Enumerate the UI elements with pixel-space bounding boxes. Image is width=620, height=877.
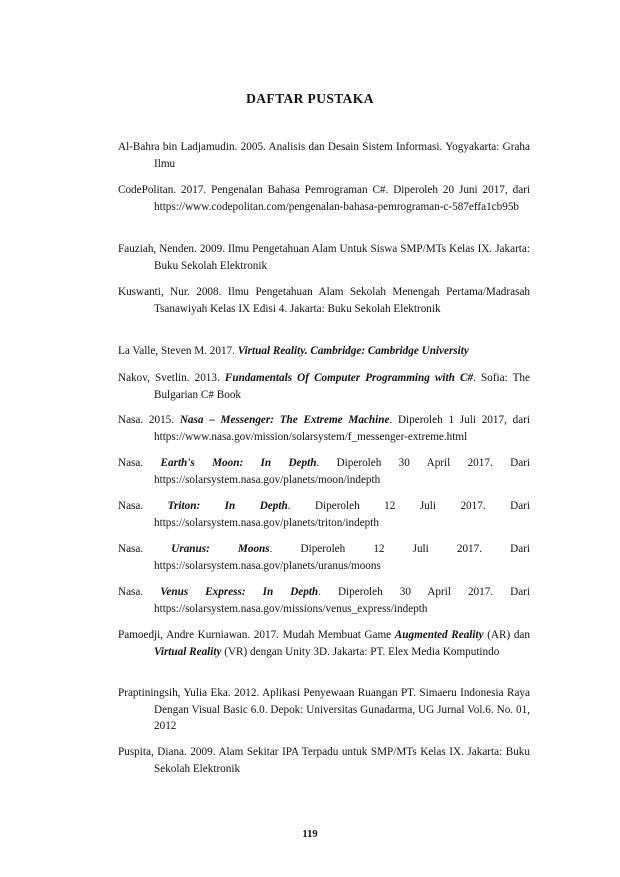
reference-text: Kuswanti, Nur. 2008. Ilmu Pengetahuan Alam Sekolah Menengah Pertama/Madrasah Tsanawiyah Kelas IX Edisi 4. Jakarta: Buku Sekolah Elektronik xyxy=(118,286,530,315)
reference-entry xyxy=(118,412,530,445)
reference-text: . Diperoleh 12 Juli 2017. Dari https://solarsystem.nasa.gov/planets/uranus/moons xyxy=(154,543,531,572)
reference-text: Al-Bahra bin Ladjamudin. 2005. Analisis dan Desain Sistem Informasi. Yogyakarta: Graha Ilmu xyxy=(118,141,530,170)
reference-entry xyxy=(118,541,530,574)
reference-text: Pamoedji, Andre Kurniawan. 2017. Mudah Membuat Game xyxy=(118,629,395,641)
reference-entry xyxy=(118,139,530,172)
reference-entry xyxy=(118,627,530,660)
reference-entry xyxy=(118,370,530,403)
reference-text: . Diperoleh 30 April 2017. Dari https://solarsystem.nasa.gov/planets/moon/indepth xyxy=(154,457,530,486)
reference-text: Nasa. 2015. xyxy=(118,414,180,426)
reference-entry xyxy=(118,284,530,317)
reference-text: . Sofia: The Bulgarian C# Book xyxy=(154,372,530,401)
reference-text: CodePolitan. 2017. Pengenalan Bahasa Pemrograman C#. Diperoleh 20 Juni 2017, dari https://www.codepolitan.com/pengenalan-bahasa-pemrograman-c-587effa1cb95b xyxy=(118,184,530,213)
reference-title-text: Venus Express: In Depth xyxy=(160,586,319,598)
reference-text: La Valle, Steven M. 2017. xyxy=(118,345,238,357)
reference-text: Nasa. xyxy=(118,457,161,469)
reference-entry xyxy=(118,182,530,215)
reference-text: . Diperoleh 12 Juli 2017. Dari https://solarsystem.nasa.gov/planets/triton/indepth xyxy=(154,500,530,529)
reference-title-text: Virtual Reality xyxy=(154,645,222,658)
reference-entry xyxy=(118,685,530,735)
page-number: 119 xyxy=(302,829,318,840)
reference-text: Nasa. xyxy=(118,500,168,512)
reference-entry xyxy=(118,744,530,777)
reference-entry xyxy=(118,455,530,488)
reference-entry xyxy=(118,343,530,360)
reference-title-text: Fundamentals Of Computer Programming with C# xyxy=(224,372,474,384)
reference-text: (VR) dengan Unity 3D. Jakarta: PT. Elex Media Komputindo xyxy=(221,645,500,658)
reference-title-text: Virtual Reality. Cambridge: Cambridge University xyxy=(237,345,469,357)
reference-text: Fauziah, Nenden. 2009. Ilmu Pengetahuan Alam Untuk Siswa SMP/MTs Kelas IX. Jakarta: Buku Sekolah Elektronik xyxy=(118,243,530,272)
reference-text: . Diperoleh 1 Juli 2017, dari https://www.nasa.gov/mission/solarsystem/f_messenger-extreme.html xyxy=(154,414,530,443)
reference-text: Nasa. xyxy=(118,543,172,555)
reference-entry xyxy=(118,241,530,274)
reference-text: Nasa. xyxy=(118,586,161,598)
reference-entry xyxy=(118,498,530,531)
reference-text: Nakov, Svetlin. 2013. xyxy=(118,372,225,384)
reference-text: (AR) dan xyxy=(483,629,530,641)
reference-text: Praptiningsih, Yulia Eka. 2012. Aplikasi Penyewaan Ruangan PT. Simaeru Indonesia Raya Dengan Visual Basic 6.0. Depok: Universitas Gunadarma, UG Jurnal Vol.6. No. 01, 2012 xyxy=(118,687,530,732)
reference-title-text: Uranus: Moons xyxy=(171,543,270,555)
page-title: DAFTAR PUSTAKA xyxy=(246,91,374,106)
reference-title-text: Augmented Reality xyxy=(394,629,484,641)
reference-title-text: Earth's Moon: In Depth xyxy=(160,457,317,469)
reference-title-text: Triton: In Depth xyxy=(167,500,288,512)
reference-text: Puspita, Diana. 2009. Alam Sekitar IPA Terpadu untuk SMP/MTs Kelas IX. Jakarta: Buku Sekolah Elektronik xyxy=(118,746,530,775)
reference-title-text: Nasa – Messenger: The Extreme Machine xyxy=(179,414,390,426)
reference-text: . Diperoleh 30 April 2017. Dari https://solarsystem.nasa.gov/missions/venus_express/indepth xyxy=(154,586,531,615)
reference-entry xyxy=(118,584,530,617)
